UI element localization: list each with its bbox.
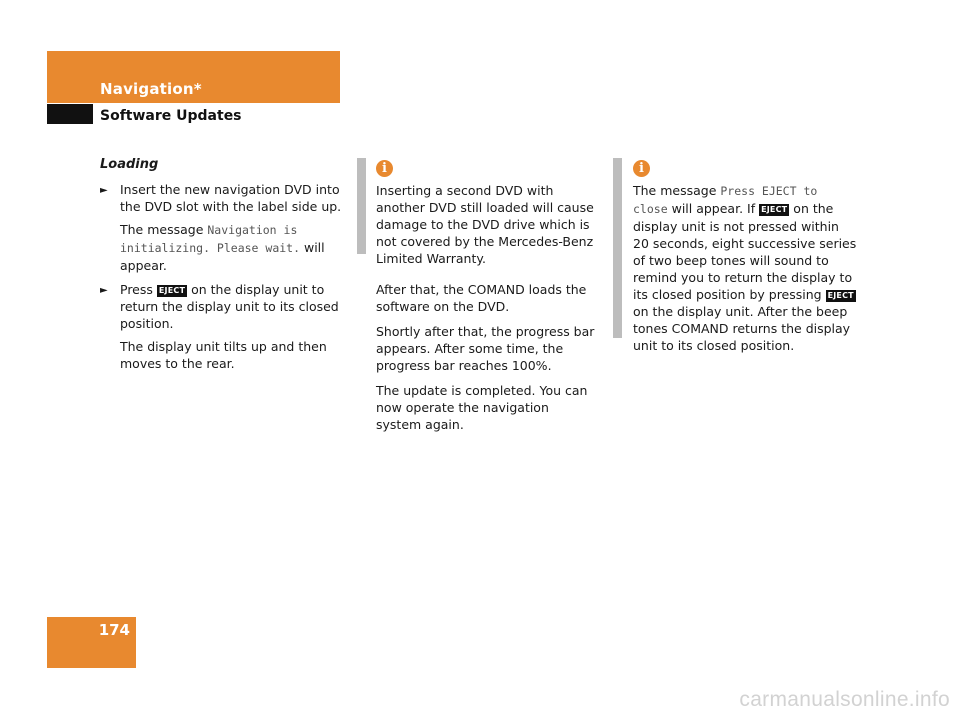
step-press-eject (100, 281, 342, 332)
text: on the display unit to return the display unit to its closed position. (120, 282, 339, 331)
eject-info-text (633, 182, 858, 354)
info-icon: i (376, 160, 393, 177)
section-title: Navigation* (100, 80, 202, 98)
info-sidebar-bar (357, 158, 366, 254)
text: Press (120, 282, 157, 297)
eject-key-icon: EJECT (158, 286, 186, 295)
message-note (100, 221, 342, 274)
text: The message (633, 183, 721, 198)
text: will appear. (120, 240, 325, 273)
display-message: Press EJECT to close (633, 184, 818, 216)
info-sidebar-bar (613, 158, 622, 338)
subsection-tab (47, 104, 93, 124)
step-insert-dvd (100, 181, 342, 215)
progress-text: Shortly after that, the progress bar appears. After some time, the progress bar reaches 100%. (376, 324, 595, 373)
eject-key-icon: EJECT (761, 205, 788, 214)
text: on the display unit. After the beep tones COMAND returns the display unit to its closed position. (633, 304, 851, 353)
bullet-arrow-icon: ► (100, 185, 108, 196)
page-number: 174 (98, 621, 130, 639)
load-text: After that, the COMAND loads the software on the DVD. (376, 282, 587, 314)
tilt-note: The display unit tilts up and then moves to the rear. (120, 339, 327, 371)
complete-text: The update is completed. You can now operate the navigation system again. (376, 383, 588, 432)
column-progress (376, 160, 598, 441)
bullet-arrow-icon: ► (100, 285, 108, 296)
step-text: Insert the new navigation DVD into the DVD slot with the label side up. (120, 182, 342, 214)
eject-key-icon: EJECT (827, 291, 854, 300)
text: The message (120, 222, 208, 237)
column-eject-info (633, 160, 858, 362)
column-loading (100, 156, 342, 379)
warning-text: Inserting a second DVD with another DVD still loaded will cause damage to the DVD drive which is not covered by the Mercedes-Benz Limited Warranty. (376, 183, 594, 266)
loading-heading: Loading (100, 157, 159, 172)
subsection-title: Software Updates (100, 108, 242, 124)
info-icon: i (633, 160, 650, 177)
text: on the display unit is not pressed within 20 seconds, eight successive series of two beep tones will sound to remind you to return the display to its closed position by pressing (633, 201, 857, 302)
display-message: Navigation is initializing. Please wait. (120, 223, 301, 255)
watermark: carmanualsonline.info (739, 688, 950, 711)
text: will appear. If (667, 201, 760, 216)
